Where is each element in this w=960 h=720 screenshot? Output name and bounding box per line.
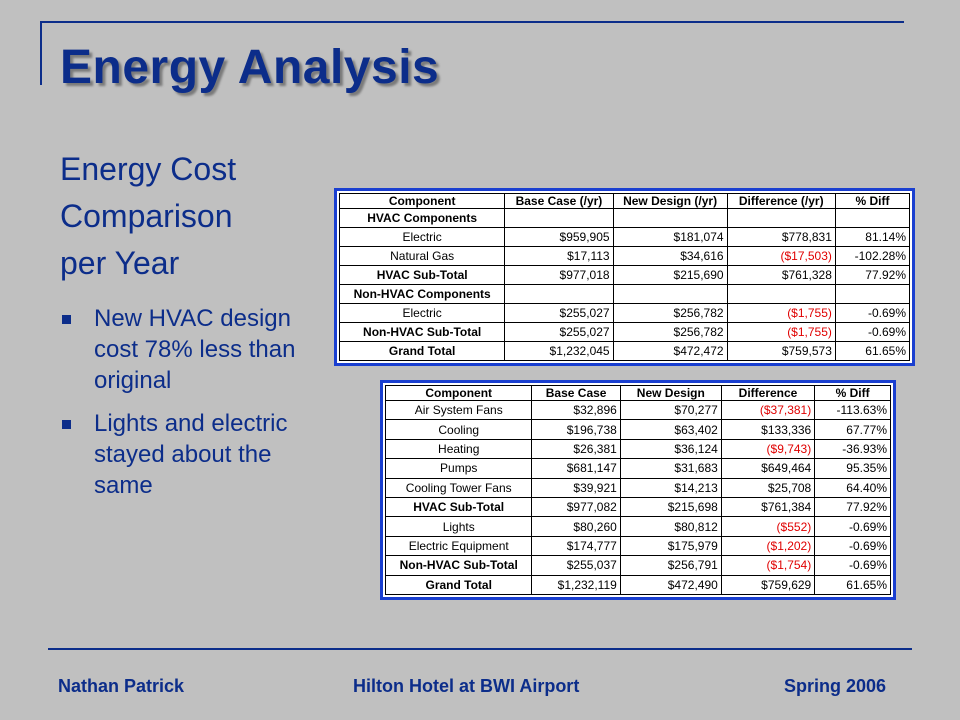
table-cell (613, 209, 727, 228)
table-row (340, 323, 910, 342)
row-label: HVAC Sub-Total (386, 497, 532, 516)
table-cell (835, 209, 909, 228)
top-rule (40, 21, 904, 23)
row-label: Electric (340, 304, 505, 323)
table-row (340, 304, 910, 323)
table-cell: $26,381 (532, 439, 620, 458)
left-rule (40, 21, 42, 85)
table-cell: ($9,743) (721, 439, 814, 458)
table-cell: ($37,381) (721, 401, 814, 420)
subtitle-line: Energy Cost (60, 151, 237, 187)
table-cell: $649,464 (721, 459, 814, 478)
table-row (340, 228, 910, 247)
table-cell (835, 285, 909, 304)
table-row (340, 209, 910, 228)
column-header: Component (340, 194, 505, 209)
table-cell: ($1,202) (721, 536, 814, 555)
table-cell: $761,328 (727, 266, 835, 285)
energy-cost-table (334, 188, 915, 366)
footer-rule (48, 648, 912, 650)
table-row (340, 342, 910, 361)
table-cell: -0.69% (815, 517, 891, 536)
table-row (386, 536, 891, 555)
table-cell: -0.69% (835, 304, 909, 323)
table-header-row (340, 194, 910, 209)
table-cell: $175,979 (620, 536, 721, 555)
table-row (386, 459, 891, 478)
table-cell: $255,027 (505, 323, 613, 342)
table-cell: -113.63% (815, 401, 891, 420)
table-cell: $681,147 (532, 459, 620, 478)
table-cell: $759,573 (727, 342, 835, 361)
column-header: Base Case (/yr) (505, 194, 613, 209)
bullet-text: Lights and electric stayed about the same (94, 410, 288, 499)
table-cell: $181,074 (613, 228, 727, 247)
table-cell: -36.93% (815, 439, 891, 458)
table-cell: ($552) (721, 517, 814, 536)
table-cell: 61.65% (835, 342, 909, 361)
table-cell: -102.28% (835, 247, 909, 266)
table-cell: $1,232,119 (532, 575, 620, 594)
row-label: Pumps (386, 459, 532, 478)
table-cell: $80,812 (620, 517, 721, 536)
table-cell: $32,896 (532, 401, 620, 420)
table-cell: -0.69% (835, 323, 909, 342)
table-cell: $977,082 (532, 497, 620, 516)
table-cell (505, 285, 613, 304)
bullet-list (62, 303, 320, 513)
table-cell: $959,905 (505, 228, 613, 247)
table-cell: 95.35% (815, 459, 891, 478)
table-cell: $761,384 (721, 497, 814, 516)
table-row (386, 556, 891, 575)
table-cell: $215,690 (613, 266, 727, 285)
table-header-row (386, 386, 891, 401)
table-cell: 77.92% (835, 266, 909, 285)
table-cell: $256,782 (613, 323, 727, 342)
table-cell: ($1,755) (727, 323, 835, 342)
table-cell: $34,616 (613, 247, 727, 266)
table-cell: $778,831 (727, 228, 835, 247)
column-header: Difference (/yr) (727, 194, 835, 209)
table-row (386, 497, 891, 516)
table-cell: $196,738 (532, 420, 620, 439)
footer-term: Spring 2006 (784, 676, 887, 696)
column-header: New Design (/yr) (613, 194, 727, 209)
row-label: Natural Gas (340, 247, 505, 266)
square-bullet-icon (62, 420, 71, 429)
table-row (340, 247, 910, 266)
table-row (386, 420, 891, 439)
subtitle-line: Comparison (60, 198, 233, 234)
table-cell: -0.69% (815, 536, 891, 555)
table-row (386, 439, 891, 458)
row-label: Cooling (386, 420, 532, 439)
component-cost-table (380, 380, 896, 600)
table-cell: ($1,755) (727, 304, 835, 323)
table-cell: $256,782 (613, 304, 727, 323)
slide-title: Energy Analysis (60, 41, 440, 94)
footer-project: Hilton Hotel at BWI Airport (353, 676, 580, 696)
table-cell: $255,027 (505, 304, 613, 323)
table-cell: $36,124 (620, 439, 721, 458)
table-row (386, 575, 891, 594)
table-cell: ($17,503) (727, 247, 835, 266)
bullet-item (62, 408, 320, 501)
table-cell: $1,232,045 (505, 342, 613, 361)
table-cell: $174,777 (532, 536, 620, 555)
table-cell (505, 209, 613, 228)
table-cell (727, 285, 835, 304)
table-cell: 67.77% (815, 420, 891, 439)
table-cell (613, 285, 727, 304)
row-label: Non-HVAC Sub-Total (386, 556, 532, 575)
table-cell: 81.14% (835, 228, 909, 247)
component-cost-table-grid (385, 385, 891, 595)
column-header: % Diff (835, 194, 909, 209)
row-label: Grand Total (340, 342, 505, 361)
table-cell: -0.69% (815, 556, 891, 575)
column-header: Component (386, 386, 532, 401)
table-cell: 64.40% (815, 478, 891, 497)
table-row (340, 266, 910, 285)
table-cell: $80,260 (532, 517, 620, 536)
table-cell: $70,277 (620, 401, 721, 420)
table-cell: 61.65% (815, 575, 891, 594)
table-cell: $39,921 (532, 478, 620, 497)
table-row (386, 401, 891, 420)
table-cell: $256,791 (620, 556, 721, 575)
row-label: Heating (386, 439, 532, 458)
row-label: HVAC Sub-Total (340, 266, 505, 285)
row-label: Electric (340, 228, 505, 247)
row-label: Air System Fans (386, 401, 532, 420)
energy-cost-table-grid (339, 193, 910, 361)
table-cell: ($1,754) (721, 556, 814, 575)
column-header: Difference (721, 386, 814, 401)
bullet-text: New HVAC design cost 78% less than original (94, 305, 296, 394)
table-cell: $63,402 (620, 420, 721, 439)
table-cell: $759,629 (721, 575, 814, 594)
table-cell: $17,113 (505, 247, 613, 266)
row-label: Lights (386, 517, 532, 536)
table-cell: $977,018 (505, 266, 613, 285)
row-label: Non-HVAC Components (340, 285, 505, 304)
bullet-item (62, 303, 320, 396)
footer-author: Nathan Patrick (58, 676, 185, 696)
table-cell: $25,708 (721, 478, 814, 497)
table-row (386, 517, 891, 536)
slide-subtitle (60, 146, 310, 287)
table-row (340, 285, 910, 304)
table-cell: $133,336 (721, 420, 814, 439)
subtitle-line: per Year (60, 245, 180, 281)
table-cell: $31,683 (620, 459, 721, 478)
table-cell: $255,037 (532, 556, 620, 575)
row-label: HVAC Components (340, 209, 505, 228)
table-cell (727, 209, 835, 228)
table-row (386, 478, 891, 497)
table-cell: 77.92% (815, 497, 891, 516)
row-label: Electric Equipment (386, 536, 532, 555)
column-header: Base Case (532, 386, 620, 401)
table-cell: $472,490 (620, 575, 721, 594)
row-label: Cooling Tower Fans (386, 478, 532, 497)
column-header: % Diff (815, 386, 891, 401)
row-label: Non-HVAC Sub-Total (340, 323, 505, 342)
row-label: Grand Total (386, 575, 532, 594)
square-bullet-icon (62, 315, 71, 324)
column-header: New Design (620, 386, 721, 401)
table-cell: $14,213 (620, 478, 721, 497)
table-cell: $215,698 (620, 497, 721, 516)
table-cell: $472,472 (613, 342, 727, 361)
